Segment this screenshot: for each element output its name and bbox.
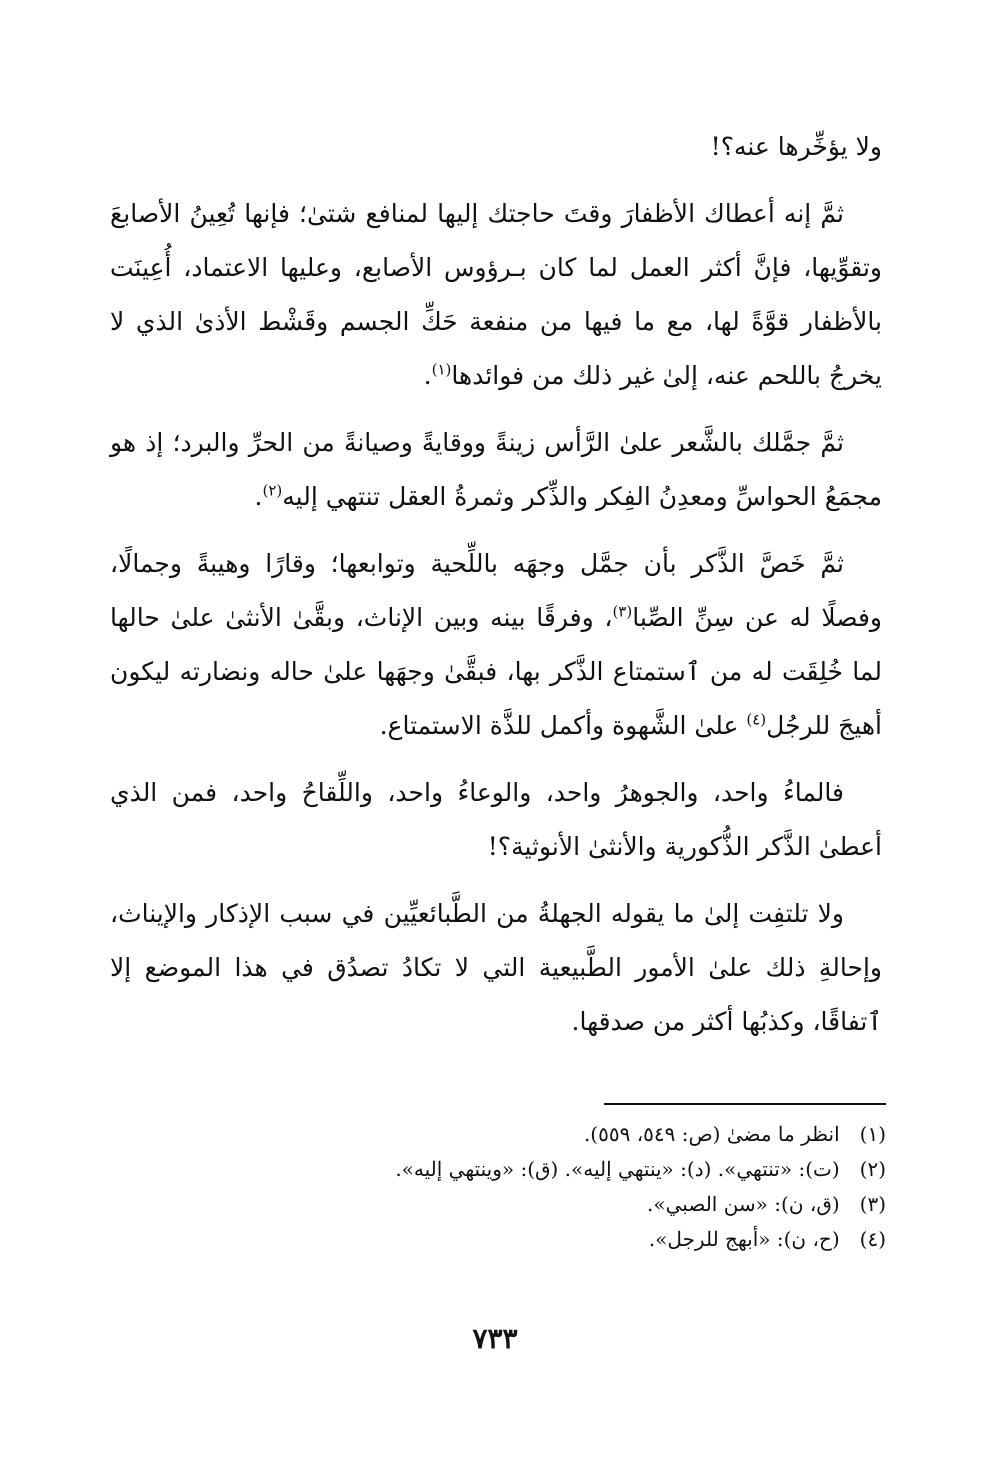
footnote-divider — [604, 1103, 886, 1105]
main-text — [110, 120, 882, 1062]
footnote-2 — [106, 1152, 886, 1187]
footnote-number: (١) — [859, 1122, 886, 1146]
footnote-3 — [106, 1187, 886, 1222]
footnote-number: (٤) — [859, 1227, 886, 1251]
footnote-ref-2: (٢) — [262, 481, 283, 500]
footnote-text: (ت): «تنتهي». (د): «ينتهي إليه». (ق): «وينتهي إليه». — [395, 1157, 840, 1181]
footnotes — [106, 1117, 886, 1257]
footnote-text: (ح، ن): «أبهج للرجل». — [648, 1227, 840, 1251]
paragraph-nails: ثمَّ إنه أعطاك الأظفارَ وقتَ حاجتك إليها لمنافع شتىٰ؛ فإنها تُعِينُ الأصابعَ وتقوِّيها، فإنَّ أكثر العمل لما كان بـرؤوس الأصابع، وعليها الاعتماد، أُعِينَت بالأظفار قوَّةً لها، مع ما فيها من منفعة حَكِّ الجسم وقَشْط الأذىٰ الذي لا يخرجُ باللحم عنه، إلىٰ غير ذلك من فوائدها$^{(١)}$. — [110, 199, 883, 390]
paragraph-hair: ثمَّ جمَّلك بالشَّعر علىٰ الرَّأس زينةً ووقايةً وصيانةً من الحرِّ والبرد؛ إذ هو مجمَعُ الحواسِّ ومعدِنُ الفِكر والذِّكر وثمرةُ العقل تنتهي إليه$^{(٢)}$. — [110, 428, 882, 511]
footnote-ref-4: (٤) — [746, 710, 767, 729]
paragraph-beard: ثمَّ خَصَّ الذَّكر بأن جمَّل وجهَه باللِّحية وتوابعها؛ وقارًا وهيبةً وجمالًا، وفصلًا له عن سِنِّ الصِّبا$^{(٣)}$، وفرقًا بينه وبين الإناث، وبقَّىٰ الأنثىٰ علىٰ حالها لما خُلِقَت له من ٱستمتاع الذَّكر بها، فبقَّىٰ وجهَها علىٰ حاله ونضارته ليكون أهيجَ للرجُل$^{(٤)}$ علىٰ الشَّهوة وأكمل للذَّة الاستمتاع. — [110, 549, 882, 740]
footnote-text: (ق، ن): «سن الصبي». — [647, 1192, 840, 1216]
footnote-ref-1: (١) — [431, 360, 452, 379]
footnote-number: (٣) — [859, 1192, 886, 1216]
paragraph-continuation: ولا يؤخِّرها عنه؟! — [710, 132, 882, 161]
page-number: ٧٣٣ — [472, 1322, 518, 1355]
footnote-ref-3: (٣) — [612, 602, 633, 621]
paragraph-water: فالماءُ واحد، والجوهرُ واحد، والوعاءُ واحد، واللِّقاحُ واحد، فمن الذي أعطىٰ الذَّكر الذُّكورية والأنثىٰ الأنوثية؟! — [110, 778, 882, 861]
footnote-4 — [106, 1222, 886, 1257]
paragraph-naturalists: ولا تلتفِت إلىٰ ما يقوله الجهلةُ من الطَّبائعيِّين في سبب الإذكار والإيناث، وإحالةِ ذلك علىٰ الأمور الطَّبيعية التي لا تكادُ تصدُق في هذا الموضع إلا ٱتفاقًا، وكذبُها أكثر من صدقها. — [110, 899, 882, 1036]
footnote-1 — [106, 1117, 886, 1152]
footnote-text: انظر ما مضىٰ (ص: ٥٤٩، ٥٥٩). — [583, 1122, 840, 1146]
footnote-number: (٢) — [859, 1157, 886, 1181]
